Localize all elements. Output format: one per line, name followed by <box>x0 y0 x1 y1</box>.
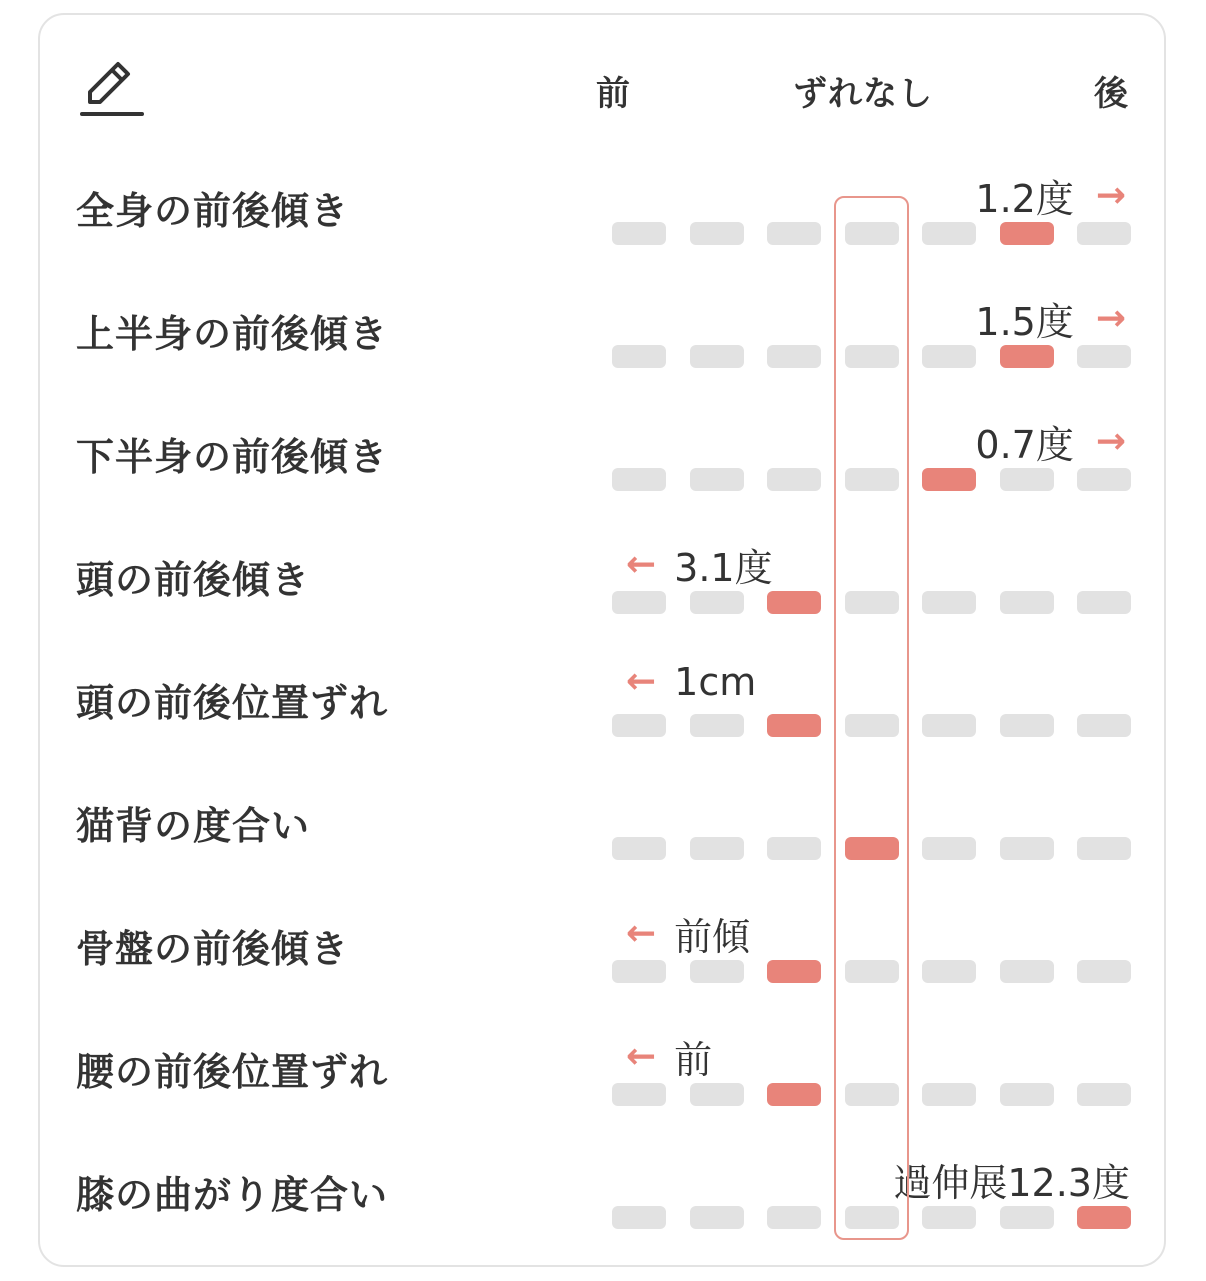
scale-segment <box>1000 1206 1054 1229</box>
scale-segment-active <box>767 714 821 737</box>
scale-segment <box>690 837 744 860</box>
row-value-text: 過伸展12.3度 <box>893 1161 1130 1205</box>
row-value <box>975 291 1126 346</box>
row-value <box>975 168 1126 223</box>
row-value <box>626 537 773 592</box>
scale-segment <box>612 714 666 737</box>
scale-segment <box>922 345 976 368</box>
scale-segment <box>1077 714 1131 737</box>
row-value <box>626 660 756 704</box>
arrow-left-icon: ← <box>626 912 657 954</box>
scale-segment <box>922 960 976 983</box>
scale-segment <box>1077 960 1131 983</box>
scale-segment <box>922 837 976 860</box>
row-label: 全身の前後傾き <box>76 189 350 233</box>
scale-segment <box>922 222 976 245</box>
arrow-right-icon: → <box>1095 297 1126 339</box>
scale-segment <box>612 468 666 491</box>
scale-segment-active <box>1077 1206 1131 1229</box>
scale-segment <box>690 714 744 737</box>
center-highlight <box>834 196 909 1240</box>
scale-segment-active <box>767 1083 821 1106</box>
scale-segment <box>922 591 976 614</box>
row-label: 頭の前後位置ずれ <box>76 681 389 725</box>
scale-segment-active <box>1000 345 1054 368</box>
scale-segment <box>690 591 744 614</box>
scale-segment <box>1000 468 1054 491</box>
row-label: 腰の前後位置ずれ <box>76 1050 389 1094</box>
pencil-icon[interactable] <box>80 58 144 118</box>
row-label: 猫背の度合い <box>76 804 311 848</box>
row-value <box>626 906 750 961</box>
arrow-right-icon: → <box>1095 420 1126 462</box>
scale-segment <box>690 960 744 983</box>
scale-segment <box>1077 468 1131 491</box>
row-value <box>975 414 1126 469</box>
row-value <box>893 1152 1130 1207</box>
scale-segment <box>767 837 821 860</box>
scale-segment <box>612 1206 666 1229</box>
scale-segment-active <box>767 960 821 983</box>
scale-segment <box>922 714 976 737</box>
row-label: 頭の前後傾き <box>76 558 311 602</box>
row-label: 上半身の前後傾き <box>76 312 389 356</box>
scale-segment <box>1000 591 1054 614</box>
scale-segment <box>767 222 821 245</box>
arrow-left-icon: ← <box>626 543 657 585</box>
scale-segment <box>1000 960 1054 983</box>
scale-segment <box>612 960 666 983</box>
row-value-text: 前 <box>674 1038 713 1082</box>
scale-segment <box>1077 1083 1131 1106</box>
scale-segment <box>1077 591 1131 614</box>
scale-segment-active <box>1000 222 1054 245</box>
scale-segment <box>922 1206 976 1229</box>
scale-segment <box>612 1083 666 1106</box>
header-front: 前 <box>596 74 631 114</box>
scale-segment <box>690 1083 744 1106</box>
scale-segment <box>1000 837 1054 860</box>
header-no-deviation: ずれなし <box>793 74 933 114</box>
scale-segment <box>1077 345 1131 368</box>
row-value-text: 1.2度 <box>975 177 1074 221</box>
row-value-text: 1cm <box>674 660 757 704</box>
scale-segment <box>1077 222 1131 245</box>
row-value-text: 前傾 <box>674 915 751 959</box>
row-label: 膝の曲がり度合い <box>76 1173 389 1217</box>
row-label: 骨盤の前後傾き <box>76 927 350 971</box>
row-value-text: 0.7度 <box>975 423 1074 467</box>
row-value-text: 1.5度 <box>975 300 1074 344</box>
scale-segment <box>612 591 666 614</box>
scale-segment <box>612 837 666 860</box>
row-label: 下半身の前後傾き <box>76 435 389 479</box>
scale-segment-active <box>922 468 976 491</box>
arrow-left-icon: ← <box>626 661 657 702</box>
scale-segment <box>690 468 744 491</box>
scale-segment <box>612 222 666 245</box>
scale-segment <box>690 222 744 245</box>
scale-segment <box>1000 1083 1054 1106</box>
row-value <box>626 1029 712 1084</box>
scale-segment <box>767 468 821 491</box>
scale-segment <box>690 1206 744 1229</box>
scale-segment <box>1077 837 1131 860</box>
arrow-right-icon: → <box>1095 174 1126 216</box>
scale-segment <box>767 1206 821 1229</box>
header-back: 後 <box>1094 74 1129 114</box>
row-value-text: 3.1度 <box>674 546 773 590</box>
scale-segment-active <box>767 591 821 614</box>
scale-segment <box>922 1083 976 1106</box>
scale-segment <box>690 345 744 368</box>
scale-segment <box>1000 714 1054 737</box>
scale-segment <box>612 345 666 368</box>
arrow-left-icon: ← <box>626 1035 657 1077</box>
scale-segment <box>767 345 821 368</box>
